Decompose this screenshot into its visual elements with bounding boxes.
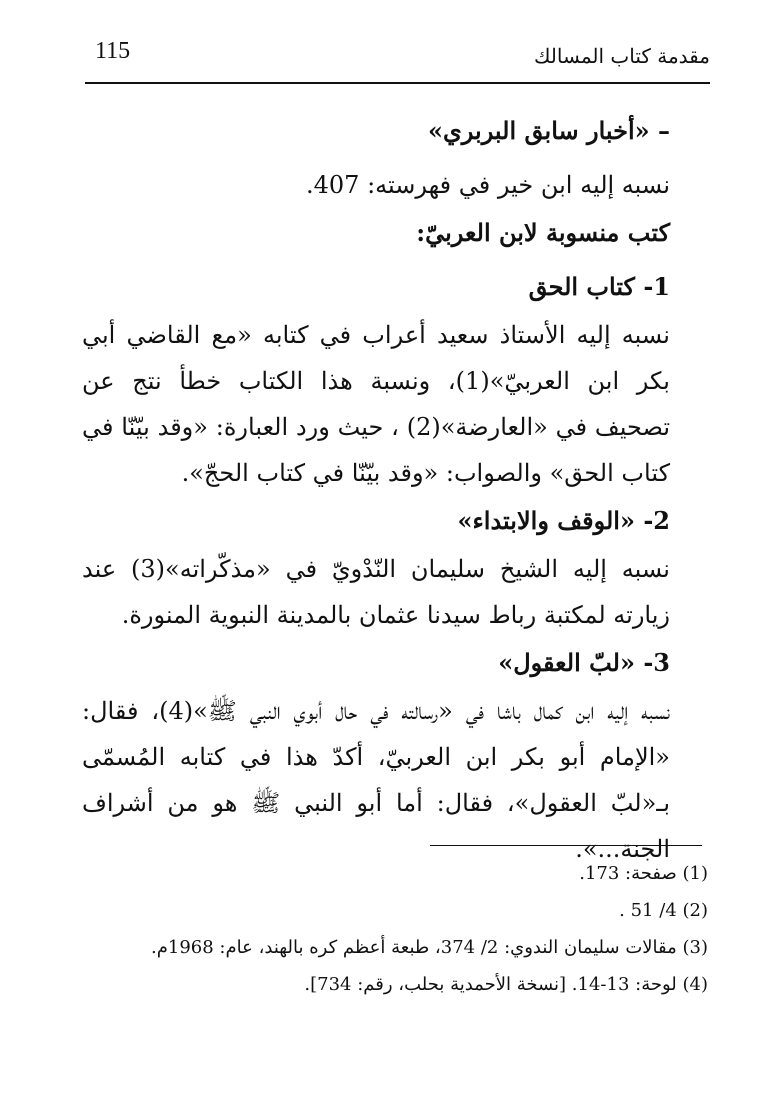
footnote-3: (3) مقالات سليمان الندوي: 2/ 374، طبعة أعظم كره بالهند، عام: 1968م. <box>151 937 708 958</box>
page-header <box>85 38 710 84</box>
footnotes <box>90 855 708 1003</box>
book2-heading: 2- «الوقف والابتداء» <box>457 506 670 535</box>
footnote-4: (4) لوحة: 13-14. [نسخة الأحمدية بحلب، رقم: 734]. <box>304 974 708 995</box>
footnote-2: (2) 4/ 51 . <box>619 900 708 921</box>
footnote-1: (1) صفحة: 173. <box>579 863 708 884</box>
book3-heading: 3- «لبّ العقول» <box>498 648 670 677</box>
book3-paragraph: نسبه إليه ابن كمال باشا في «رسالته في حال أبوي النبي ﷺ»(4)، فقال: «الإمام أبو بكر ابن العربيّ، أكدّ هذا في كتابه المُسمّى بـ«لبّ العقول»، فقال: أما أبو النبي ﷺ هو من أشراف الجنة...». <box>82 697 671 863</box>
main-text <box>82 108 670 874</box>
item-note: نسبه إليه ابن خير في فهرسته: 407. <box>305 171 670 199</box>
book2-paragraph: نسبه إليه الشيخ سليمان النّدْويّ في «مذكّراته»(3) عند زيارته لمكتبة رباط سيدنا عثمان بالمدينة النبوية المنورة. <box>82 555 670 629</box>
book1-heading: 1- كتاب الحق <box>528 272 670 301</box>
running-title: مقدمة كتاب المسالك <box>533 44 710 68</box>
item-title: – «أخبار سابق البربري» <box>427 116 670 145</box>
page-number: 115 <box>95 38 131 64</box>
footnote-separator <box>430 845 702 846</box>
section-heading: كتب منسوبة لابن العربيّ: <box>416 218 670 247</box>
book1-paragraph: نسبه إليه الأستاذ سعيد أعراب في كتابه «مع القاضي أبي بكر ابن العربيّ»(1)، ونسبة هذا الكتاب خطأ نتج عن تصحيف في «العارضة»(2) ، حيث ورد العبارة: «وقد بيّنّا في كتاب الحق» والصواب: «وقد بيّنّا في كتاب الحجّ». <box>82 321 670 487</box>
